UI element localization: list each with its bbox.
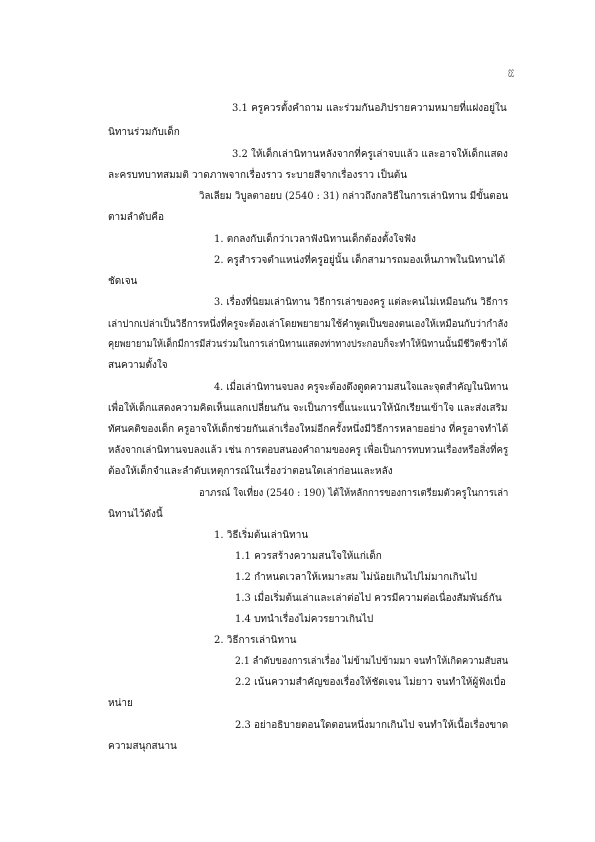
page-number: 33 — [508, 69, 514, 80]
text-line: 1.3 เมื่อเริ่มต้นเล่าและเล่าต่อไป ควรมีความต่อเนื่องสัมพันธ์กัน — [235, 593, 502, 604]
text-line: ตามลำดับคือ — [108, 212, 164, 223]
text-line: นิทานร่วมกับเด็ก — [108, 127, 180, 138]
text-line: เพื่อให้เด็กแสดงความคิดเห็นแลกเปลี่ยนกัน จะเป็นการขี้แนะแนวให้นักเรียนเข้าใจ และส่งเสริม — [108, 403, 508, 414]
text-line: 1. วิธีเริ่มต้นเล่านิทาน — [214, 530, 309, 541]
text-line: 2. ครูสำรวจตำแหน่งที่ครูอยู่นั้น เด็กสามารถมองเห็นภาพในนิทานได้ — [214, 255, 506, 266]
text-line: 1. ตกลงกับเด็กว่าเวลาฟังนิทานเด็กต้องตั้งใจฟัง — [214, 234, 416, 245]
text-line: ทัศนคติของเด็ก ครูอาจให้เด็กช่วยกันเล่าเรื่องใหม่อีกครั้งหนึ่งมีวิธีการหลายอย่าง ที่ครูอาจทำได้ — [108, 424, 509, 435]
text-line: หลังจากเล่านิทานจบลงแล้ว เช่น การตอบสนองคำถามของครู เพื่อเป็นการทบทวนเรื่องหรือสิ่งที่ครู — [108, 445, 509, 456]
text-line: 2.3 อย่าอธิบายตอนใดตอนหนึ่งมากเกินไป จนทำให้เนื้อเรื่องขาด — [235, 720, 509, 731]
text-line: 3.1 ครูควรตั้งคำถาม และร่วมกันอภิปรายความหมายที่แฝงอยู่ใน — [232, 103, 507, 114]
text-line: 1.4 บทนำเรื่องไม่ควรยาวเกินไป — [235, 614, 374, 625]
text-line: 1.1 ควรสร้างความสนใจให้แก่เด็ก — [235, 551, 382, 562]
text-line: วิลเลียม วิบูลตาอยบ (2540 : 31) กล่าวถึงกลวิธีในการเล่านิทาน มีขั้นตอน — [199, 191, 509, 202]
text-line: สนความตั้งใจ — [108, 360, 168, 371]
text-line: ต้องให้เด็กจำและลำดับเหตุการณ์ในเรื่องว่าตอนใดเล่าก่อนและหลัง — [108, 466, 393, 477]
text-line: หน่าย — [108, 698, 133, 709]
text-line: 3. เรื่องที่นิยมเล่านิทาน วิธีการเล่าของครู แต่ละคนไม่เหมือนกัน วิธีการ — [214, 297, 509, 308]
text-line: 3.2 ให้เด็กเล่านิทานหลังจากที่ครูเล่าจบแล้ว และอาจให้เด็กแสดง — [232, 149, 508, 160]
text-line: อาภรณ์ ใจเที่ยง (2540 : 190) ได้ให้หลักการของการเตรียมตัวครูในการเล่า — [199, 488, 509, 499]
text-line: 2.2 เน้นความสำคัญของเรื่องให้ชัดเจน ไม่ยาว จนทำให้ผู้ฟังเบื่อ — [235, 677, 506, 688]
text-line: ละครบทบาทสมมติ วาดภาพจากเรื่องราว ระบายสีจากเรื่องราว เป็นต้น — [108, 170, 408, 181]
text-line: เล่าปากเปล่าเป็นวิธีการหนึ่งที่ครูจะต้องเล่าโดยพยายามใช้คำพูดเป็นของตนเองให้เหมือนกับว่ากำลัง — [108, 319, 508, 330]
text-line: ความสนุกสนาน — [108, 741, 177, 752]
text-line: คุยพยายามให้เด็กมีการมีส่วนร่วมในการเล่านิทานแสดงท่าทางประกอบก็จะทำให้นิทานนั้นมีชีวิตชีวาได้ — [108, 339, 508, 350]
text-line: 4. เมื่อเล่านิทานจบลง ครูจะต้องดึงดูดความสนใจและจุดสำคัญในนิทาน — [214, 382, 509, 393]
text-line: ชัดเจน — [108, 276, 138, 287]
text-line: 2. วิธีการเล่านิทาน — [214, 635, 297, 646]
text-line: 1.2 กำหนดเวลาให้เหมาะสม ไม่น้อยเกินไปไม่มากเกินไป — [235, 572, 477, 583]
text-line: 2.1 ลำดับของการเล่าเรื่อง ไม่ข้ามไปข้ามมา จนทำให้เกิดความสับสน — [235, 656, 509, 667]
text-line: นิทานไว้ดังนี้ — [108, 509, 163, 520]
